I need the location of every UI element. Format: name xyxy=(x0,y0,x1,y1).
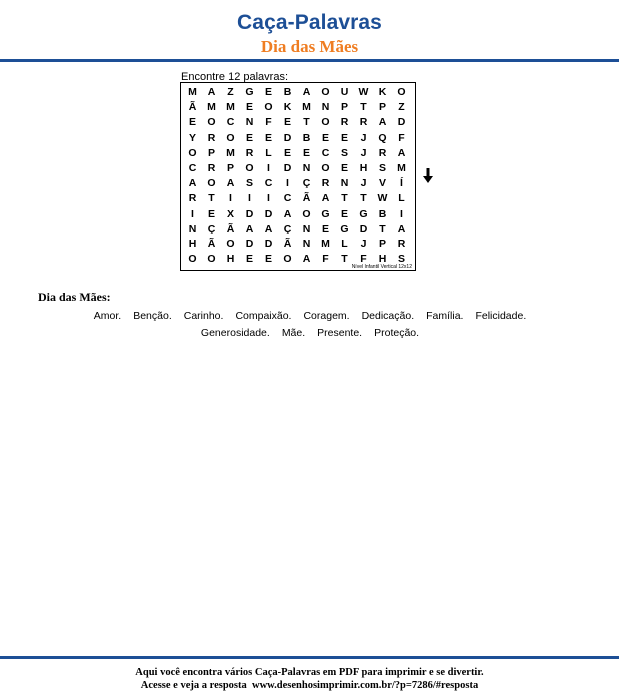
grid-cell: M xyxy=(188,86,197,98)
grid-cell: F xyxy=(322,253,329,266)
grid-cell: E xyxy=(283,146,291,159)
grid-cell: D xyxy=(283,161,292,174)
word-item: Generosidade. xyxy=(200,327,270,339)
grid-cell: C xyxy=(226,116,235,129)
grid-cell: E xyxy=(264,131,272,144)
grid-cell: T xyxy=(360,192,367,205)
grid-cell: D xyxy=(397,116,406,129)
grid-cell: N xyxy=(302,237,311,250)
grid-cell: O xyxy=(245,161,254,174)
grid-cell: R xyxy=(188,192,197,205)
grid-cell: D xyxy=(283,131,292,144)
grid-cell: O xyxy=(397,86,406,98)
grid-cell: A xyxy=(378,116,387,129)
grid-cell: G xyxy=(359,207,368,220)
grid-cell: P xyxy=(378,237,386,250)
grid-cell: R xyxy=(378,146,387,159)
grid-cell: D xyxy=(264,237,273,250)
grid-cell: J xyxy=(360,177,367,190)
grid-cell: T xyxy=(379,222,386,235)
grid-cell: M xyxy=(226,146,235,159)
grid-cell: P xyxy=(226,161,234,174)
grid-cell: L xyxy=(398,192,405,205)
grid-cell: I xyxy=(286,177,289,190)
grid-cell: N xyxy=(188,222,197,235)
page-title: Caça-Palavras xyxy=(237,11,382,34)
grid-cell: H xyxy=(359,161,368,174)
word-list xyxy=(40,308,580,342)
grid-cell: F xyxy=(360,253,367,266)
grid-cell: W xyxy=(377,192,388,205)
grid-cell: T xyxy=(360,101,367,114)
grid-cell: S xyxy=(340,146,348,159)
grid-cell: R xyxy=(397,237,406,250)
grid-cell: A xyxy=(302,86,311,98)
grid-cell: J xyxy=(360,146,367,159)
grid-cell: Q xyxy=(378,131,387,144)
puzzle-instruction: Encontre 12 palavras: xyxy=(181,71,289,83)
grid-cell: O xyxy=(321,161,330,174)
word-list-title: Dia das Mães: xyxy=(38,290,111,304)
grid-cell: E xyxy=(283,116,291,129)
grid-cell: F xyxy=(265,116,272,129)
grid-cell: O xyxy=(188,253,197,266)
word-item: Coragem. xyxy=(303,310,350,322)
grid-cell: O xyxy=(321,116,330,129)
grid-cell: G xyxy=(245,86,254,98)
grid-cell: K xyxy=(378,86,387,98)
word-item: Presente. xyxy=(317,327,363,339)
bottom-divider xyxy=(0,656,619,659)
grid-cell: R xyxy=(207,161,216,174)
grid-cell: E xyxy=(264,86,272,98)
grid-cell: Ç xyxy=(283,222,292,235)
grid-cell: E xyxy=(264,253,272,266)
grid-cell: X xyxy=(226,207,234,220)
grid-cell: E xyxy=(245,101,253,114)
grid-cell: M xyxy=(226,101,235,114)
grid-cell: A xyxy=(207,86,216,98)
grid-cell: R xyxy=(321,177,330,190)
grid-cell: A xyxy=(397,146,406,159)
grid-cell: Z xyxy=(227,86,234,98)
grid-cell: A xyxy=(397,222,406,235)
grid-cell: M xyxy=(302,101,311,114)
grid-cell: A xyxy=(264,222,273,235)
page-subtitle: Dia das Mães xyxy=(260,37,359,56)
grid-cell: S xyxy=(397,253,405,266)
grid-cell: A xyxy=(283,207,292,220)
word-item: Benção. xyxy=(133,310,172,322)
grid-cell: L xyxy=(341,237,348,250)
word-item: Felicidade. xyxy=(475,310,527,322)
word-item: Família. xyxy=(426,310,464,322)
grid-cell: D xyxy=(359,222,368,235)
top-divider xyxy=(0,59,619,62)
grid-cell: A xyxy=(188,177,197,190)
grid-cell: I xyxy=(248,192,251,205)
grid-cell: Ã xyxy=(302,192,311,205)
grid-cell: Ç xyxy=(207,222,216,235)
grid-cell: E xyxy=(245,131,253,144)
grid-cell: I xyxy=(400,207,403,220)
grid-cell: E xyxy=(340,207,348,220)
grid-cells xyxy=(183,85,411,267)
word-item: Mãe. xyxy=(281,327,306,339)
grid-cell: O xyxy=(226,237,235,250)
grid-cell: I xyxy=(267,161,270,174)
grid-cell: Ã xyxy=(207,237,216,250)
grid-cell: H xyxy=(226,253,235,266)
grid-cell: E xyxy=(340,131,348,144)
grid-cell: P xyxy=(340,101,348,114)
grid-cell: O xyxy=(321,86,330,98)
grid-cell: Ã xyxy=(226,222,235,235)
grid-cell: E xyxy=(245,253,253,266)
grid-cell: O xyxy=(207,253,216,266)
grid-cell: B xyxy=(302,131,311,144)
grid-cell: A xyxy=(245,222,254,235)
grid-cell: D xyxy=(264,207,273,220)
grid-cell: R xyxy=(245,146,254,159)
grid-cell: H xyxy=(188,237,197,250)
grid-cell: O xyxy=(188,146,197,159)
grid-cell: E xyxy=(188,116,196,129)
grid-cell: V xyxy=(378,177,386,190)
grid-cell: A xyxy=(321,192,330,205)
grid-cell: Í xyxy=(400,177,403,190)
grid-cell: O xyxy=(283,253,292,266)
grid-cell: J xyxy=(360,237,367,250)
grid-cell: I xyxy=(229,192,232,205)
grid-cell: R xyxy=(207,131,216,144)
footer xyxy=(0,667,619,692)
grid-cell: T xyxy=(303,116,310,129)
grid-cell: P xyxy=(207,146,215,159)
word-list-line-2 xyxy=(40,325,580,342)
grid-cell: F xyxy=(398,131,405,144)
grid-cell: W xyxy=(358,86,369,98)
word-item: Proteção. xyxy=(374,327,420,339)
grid-cell: O xyxy=(264,101,273,114)
grid-cell: A xyxy=(302,253,311,266)
grid-cell: G xyxy=(321,207,330,220)
grid-cell: U xyxy=(340,86,349,98)
grid-cell: T xyxy=(208,192,215,205)
grid-cell: Ã xyxy=(283,237,292,250)
word-list-line-1 xyxy=(40,308,580,325)
grid-cell: E xyxy=(340,161,348,174)
footer-line-1: Aqui você encontra vários Caça-Palavras em PDF para imprimir e se divertir. xyxy=(135,667,484,678)
grid-cell: N xyxy=(302,222,311,235)
grid-cell: O xyxy=(226,131,235,144)
grid-cell: M xyxy=(321,237,330,250)
grid-cell: T xyxy=(341,192,348,205)
grid-cell: Ç xyxy=(302,177,311,190)
grid-cell: Ã xyxy=(188,101,197,114)
grid-cell: D xyxy=(245,237,254,250)
grid-cell: O xyxy=(207,116,216,129)
arrow-down-icon xyxy=(423,168,433,184)
grid-cell: R xyxy=(340,116,349,129)
grid-cell: I xyxy=(191,207,194,220)
grid-cell: M xyxy=(207,101,216,114)
grid-cell: O xyxy=(207,177,216,190)
grid-cell: L xyxy=(265,146,272,159)
grid-cell: Y xyxy=(188,131,196,144)
grid-cell: N xyxy=(340,177,349,190)
grid-cell: G xyxy=(340,222,349,235)
grid-cell: N xyxy=(245,116,254,129)
level-note: Nível Infantil Vertical 12x12 xyxy=(351,264,412,270)
grid-cell: O xyxy=(302,207,311,220)
grid-cell: S xyxy=(378,161,386,174)
grid-cell: C xyxy=(264,177,273,190)
grid-cell: A xyxy=(226,177,235,190)
grid-cell: M xyxy=(397,161,406,174)
grid-cell: R xyxy=(359,116,368,129)
grid-cell: H xyxy=(378,253,387,266)
grid-cell: E xyxy=(321,222,329,235)
grid-cell: P xyxy=(378,101,386,114)
word-item: Amor. xyxy=(93,310,122,322)
grid-cell: J xyxy=(360,131,367,144)
grid-cell: E xyxy=(321,131,329,144)
grid-cell: C xyxy=(283,192,292,205)
word-item: Compaixão. xyxy=(235,310,292,322)
grid-cell: B xyxy=(378,207,387,220)
grid-cell: K xyxy=(283,101,292,114)
grid-cell: C xyxy=(321,146,330,159)
grid-cell: I xyxy=(267,192,270,205)
grid-cell: B xyxy=(283,86,292,98)
grid-cell: N xyxy=(302,161,311,174)
grid-cell: E xyxy=(207,207,215,220)
grid-cell: T xyxy=(341,253,348,266)
word-search-grid xyxy=(180,82,416,271)
grid-cell: C xyxy=(188,161,197,174)
grid-cell: S xyxy=(245,177,253,190)
grid-cell: Z xyxy=(398,101,405,114)
footer-line-2: Acesse e veja a resposta www.desenhosimprimir.com.br/?p=7286/#resposta xyxy=(140,679,479,691)
grid-cell: D xyxy=(245,207,254,220)
word-item: Carinho. xyxy=(183,310,224,322)
grid-cell: E xyxy=(302,146,310,159)
grid-cell: N xyxy=(321,101,330,114)
word-item: Dedicação. xyxy=(361,310,415,322)
